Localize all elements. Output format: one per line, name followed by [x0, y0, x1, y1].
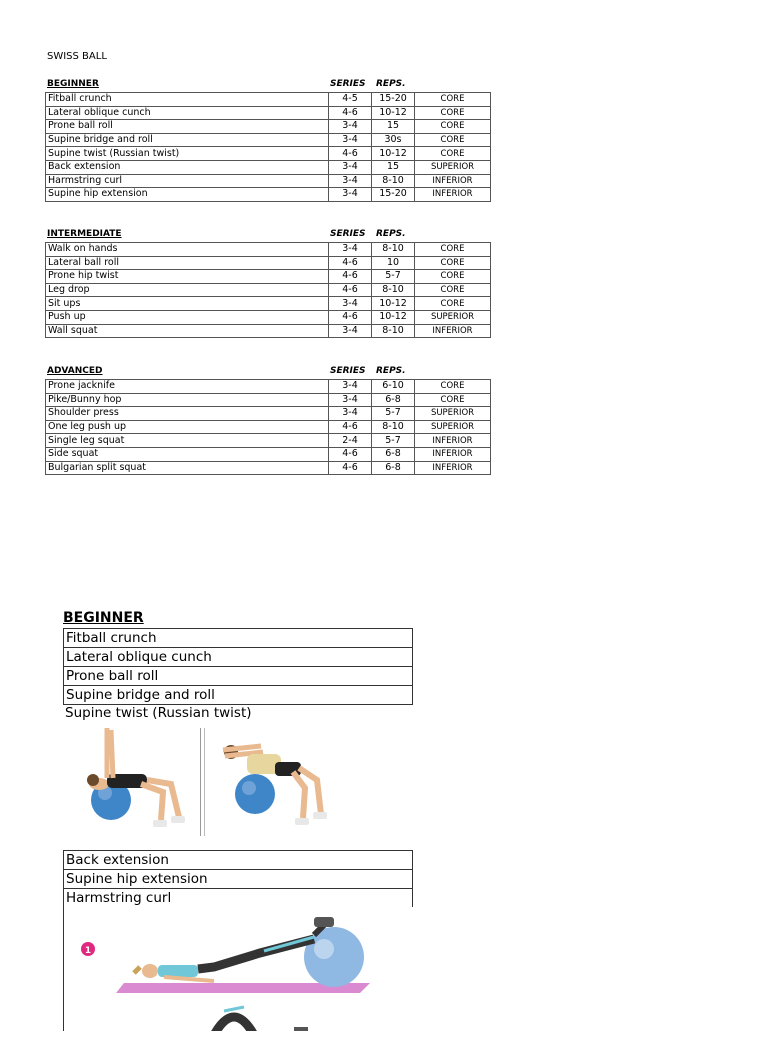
exercise-name: Side squat — [46, 447, 329, 461]
category-value: INFERIOR — [415, 188, 491, 202]
reps-value: 15 — [372, 120, 415, 134]
series-value: 4-6 — [329, 147, 372, 161]
illustrated-row: Prone ball roll — [63, 667, 413, 686]
category-value: INFERIOR — [415, 324, 491, 338]
table-row — [46, 310, 491, 324]
category-value: CORE — [415, 393, 491, 407]
reps-value: 8-10 — [372, 324, 415, 338]
reps-value: 6-8 — [372, 461, 415, 475]
table-row — [46, 133, 491, 147]
exercise-name: Walk on hands — [46, 243, 329, 257]
reps-header: REPS. — [376, 366, 406, 376]
reps-value: 10 — [372, 256, 415, 270]
illustrated-row: Supine hip extension — [63, 870, 413, 889]
reps-value: 15-20 — [372, 188, 415, 202]
exercise-name: Shoulder press — [46, 407, 329, 421]
step-number: 1 — [84, 946, 92, 956]
table-row — [46, 380, 491, 394]
table-row — [46, 160, 491, 174]
section-level: ADVANCED — [47, 366, 103, 376]
series-value: 4-6 — [329, 461, 372, 475]
twist-label: Supine twist (Russian twist) — [65, 705, 252, 721]
exercise-name: Bulgarian split squat — [46, 461, 329, 475]
reps-value: 10-12 — [372, 147, 415, 161]
illustrated-row: Harmstring curl — [63, 889, 413, 907]
exercise-name: Sit ups — [46, 297, 329, 311]
series-header: SERIES — [330, 366, 366, 376]
reps-value: 10-12 — [372, 310, 415, 324]
series-value: 4-6 — [329, 283, 372, 297]
series-value: 3-4 — [329, 133, 372, 147]
category-value: CORE — [415, 380, 491, 394]
section-level: INTERMEDIATE — [47, 229, 122, 239]
table-row — [46, 120, 491, 134]
reps-header: REPS. — [376, 79, 406, 89]
section-header — [45, 228, 491, 242]
table-row — [46, 283, 491, 297]
russian-twist-photo-1 — [63, 722, 203, 842]
hamstring-curl-illustration — [63, 907, 414, 1031]
series-value: 3-4 — [329, 160, 372, 174]
series-header: SERIES — [330, 229, 366, 239]
category-value: CORE — [415, 256, 491, 270]
russian-twist-photo-2 — [213, 722, 343, 842]
exercise-name: Harmstring curl — [46, 174, 329, 188]
exercise-name: Wall squat — [46, 324, 329, 338]
category-value: INFERIOR — [415, 461, 491, 475]
illustrated-beginner — [63, 610, 413, 1037]
series-value: 4-6 — [329, 310, 372, 324]
series-value: 4-6 — [329, 420, 372, 434]
exercise-name: One leg push up — [46, 420, 329, 434]
series-header: SERIES — [330, 79, 366, 89]
table-row — [46, 420, 491, 434]
exercise-table — [45, 379, 491, 475]
series-value: 3-4 — [329, 297, 372, 311]
exercise-name: Prone ball roll — [46, 120, 329, 134]
category-value: CORE — [415, 93, 491, 107]
category-value: CORE — [415, 120, 491, 134]
page-title: SWISS BALL — [47, 51, 107, 62]
illustrated-row: Fitball crunch — [63, 628, 413, 648]
category-value: CORE — [415, 270, 491, 284]
section-intermediate — [45, 228, 491, 338]
section-level: BEGINNER — [47, 79, 99, 89]
series-value: 4-5 — [329, 93, 372, 107]
section-advanced — [45, 365, 491, 475]
exercise-name: Prone hip twist — [46, 270, 329, 284]
illustrated-rows-bottom — [63, 850, 413, 907]
table-row — [46, 106, 491, 120]
section-header — [45, 78, 491, 92]
category-value: CORE — [415, 243, 491, 257]
reps-value: 10-12 — [372, 297, 415, 311]
exercise-name: Leg drop — [46, 283, 329, 297]
series-value: 3-4 — [329, 188, 372, 202]
reps-value: 30s — [372, 133, 415, 147]
reps-value: 6-8 — [372, 393, 415, 407]
reps-value: 8-10 — [372, 174, 415, 188]
exercise-name: Supine hip extension — [46, 188, 329, 202]
series-value: 4-6 — [329, 106, 372, 120]
reps-value: 15-20 — [372, 93, 415, 107]
reps-value: 5-7 — [372, 270, 415, 284]
reps-header: REPS. — [376, 229, 406, 239]
exercise-name: Supine bridge and roll — [46, 133, 329, 147]
illustrated-row: Back extension — [63, 850, 413, 870]
reps-value: 6-10 — [372, 380, 415, 394]
table-row — [46, 93, 491, 107]
exercise-name: Single leg squat — [46, 434, 329, 448]
category-value: SUPERIOR — [415, 310, 491, 324]
section-beginner — [45, 78, 491, 202]
reps-value: 8-10 — [372, 420, 415, 434]
category-value: INFERIOR — [415, 434, 491, 448]
category-value: CORE — [415, 133, 491, 147]
series-value: 3-4 — [329, 380, 372, 394]
illustrated-row: Supine bridge and roll — [63, 686, 413, 705]
table-row — [46, 461, 491, 475]
series-value: 3-4 — [329, 174, 372, 188]
reps-value: 5-7 — [372, 407, 415, 421]
illustrated-rows-top — [63, 628, 413, 705]
section-header — [45, 365, 491, 379]
exercise-name: Back extension — [46, 160, 329, 174]
series-value: 4-6 — [329, 270, 372, 284]
table-row — [46, 270, 491, 284]
reps-value: 5-7 — [372, 434, 415, 448]
table-row — [46, 407, 491, 421]
table-row — [46, 447, 491, 461]
table-row — [46, 297, 491, 311]
exercise-name: Supine twist (Russian twist) — [46, 147, 329, 161]
table-row — [46, 188, 491, 202]
table-row — [46, 256, 491, 270]
exercise-name: Fitball crunch — [46, 93, 329, 107]
series-value: 3-4 — [329, 120, 372, 134]
exercise-name: Lateral oblique cunch — [46, 106, 329, 120]
reps-value: 6-8 — [372, 447, 415, 461]
category-value: INFERIOR — [415, 447, 491, 461]
table-row — [46, 147, 491, 161]
table-row — [46, 434, 491, 448]
category-value: CORE — [415, 147, 491, 161]
series-value: 3-4 — [329, 324, 372, 338]
russian-twist-photos — [63, 722, 413, 842]
series-value: 3-4 — [329, 393, 372, 407]
exercise-table — [45, 242, 491, 338]
table-row — [46, 393, 491, 407]
reps-value: 8-10 — [372, 283, 415, 297]
exercise-name: Pike/Bunny hop — [46, 393, 329, 407]
photo-divider — [204, 728, 205, 836]
category-value: SUPERIOR — [415, 420, 491, 434]
exercise-name: Push up — [46, 310, 329, 324]
exercise-name: Prone jacknife — [46, 380, 329, 394]
table-row — [46, 324, 491, 338]
reps-value: 10-12 — [372, 106, 415, 120]
series-value: 3-4 — [329, 407, 372, 421]
category-value: INFERIOR — [415, 174, 491, 188]
series-value: 3-4 — [329, 243, 372, 257]
reps-value: 8-10 — [372, 243, 415, 257]
table-row — [46, 243, 491, 257]
illustrated-level: BEGINNER — [63, 610, 144, 626]
reps-value: 15 — [372, 160, 415, 174]
hamstring-curl-photo — [63, 907, 413, 1037]
series-value: 4-6 — [329, 447, 372, 461]
category-value: SUPERIOR — [415, 407, 491, 421]
exercise-table — [45, 92, 491, 202]
category-value: CORE — [415, 297, 491, 311]
photo-divider — [200, 728, 201, 836]
series-value: 4-6 — [329, 256, 372, 270]
category-value: CORE — [415, 283, 491, 297]
category-value: CORE — [415, 106, 491, 120]
table-row — [46, 174, 491, 188]
exercise-name: Lateral ball roll — [46, 256, 329, 270]
series-value: 2-4 — [329, 434, 372, 448]
category-value: SUPERIOR — [415, 160, 491, 174]
illustrated-row: Lateral oblique cunch — [63, 648, 413, 667]
